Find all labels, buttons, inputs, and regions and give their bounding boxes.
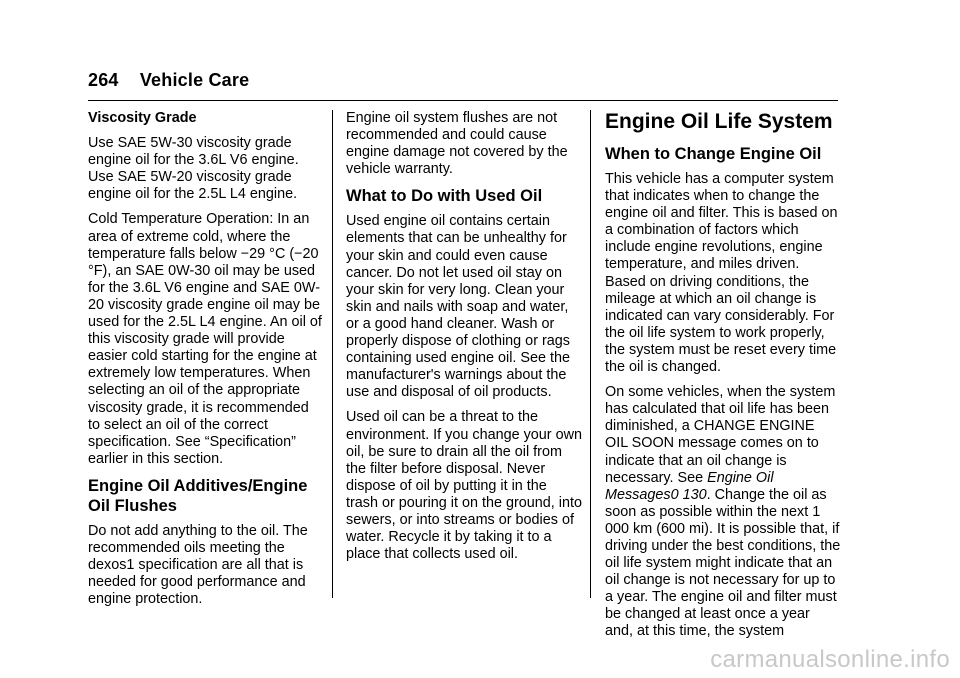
flushes-paragraph: Engine oil system flushes are not recommended and could cause engine damage not covered by the vehicle warranty.	[346, 110, 568, 178]
change-oil-soon-paragraph	[605, 384, 841, 640]
oil-life-paragraph: This vehicle has a computer system that indicates when to change the engine oil and filter. This is based on a combination of factors which include engine revolutions, engine temperature, and miles driven. Based on driving conditions, the mileage at which an oil change is indicated can vary considerably. For the oil life system to work properly, the system must be reset every time the oil is changed.	[605, 171, 838, 376]
header-rule	[88, 100, 838, 101]
column-2	[346, 110, 582, 571]
column-divider-1	[332, 110, 333, 598]
viscosity-grade-heading: Viscosity Grade	[88, 110, 197, 126]
environment-paragraph: Used oil can be a threat to the environment. If you change your own oil, be sure to drain all the oil from the filter before disposal. Never dispose of oil by putting it in the trash or pouring it on the ground, into sewers, or into streams or bodies of water. Recycle it by taking it to a place that collects used oil.	[346, 409, 582, 563]
page-header	[88, 70, 249, 91]
section-title: Vehicle Care	[139, 70, 250, 90]
used-oil-paragraph: Used engine oil contains certain elements that can be unhealthy for your skin and could even cause cancer. Do not let used oil stay on your skin for very long. Clean your skin and nails with soap and water, or a good hand cleaner. Wash or properly dispose of clothing or rags containing used engine oil. See the manufacturer's warnings about the use and disposal of oil products.	[346, 213, 571, 401]
engine-oil-messages-link[interactable]: Engine Oil Messages	[605, 469, 774, 503]
paragraph-text: On some vehicles, when the system has calculated that oil life has been diminished, a CHANGE ENGINE OIL SOON message comes on to indicate that an oil change is necessary. See	[605, 384, 836, 486]
additives-heading: Engine Oil Additives/Engine Oil Flushes	[88, 476, 308, 515]
page-number: 264	[88, 70, 119, 90]
oil-life-system-heading: Engine Oil Life System	[605, 110, 833, 133]
page-reference[interactable]: 0 130	[670, 486, 707, 503]
when-to-change-heading: When to Change Engine Oil	[605, 145, 822, 163]
viscosity-paragraph: Use SAE 5W-30 viscosity grade engine oil for the 3.6L V6 engine. Use SAE 5W-20 viscosity grade engine oil for the 2.5L L4 engine.	[88, 135, 299, 203]
additives-paragraph: Do not add anything to the oil. The recommended oils meeting the dexos1 specification are all that is needed for good performance and engine protection.	[88, 522, 308, 608]
cold-temperature-paragraph: Cold Temperature Operation: In an area of extreme cold, where the temperature falls below −29 °C (−20 °F), an SAE 0W-30 oil may be used for the 3.6L V6 engine and SAE 0W-20 viscosity grade engine oil may be used for the 2.5L L4 engine. An oil of this viscosity grade will provide easier cold starting for the engine at extremely low temperatures. When selecting an oil of the appropriate viscosity grade, it is recommended to select an oil of the correct specification. See “Specification” earlier in this section.	[88, 211, 322, 467]
watermark: carmanualsonline.info	[710, 646, 950, 673]
column-1	[88, 110, 324, 616]
paragraph-text: . Change the oil as soon as possible within the next 1 000 km (600 mi). It is possible that, if driving under the best conditions, the oil life system might indicate that an oil change is not necessary for up to a year. The engine oil and filter must be changed at least once a year and, at this time, the system	[605, 486, 841, 640]
column-3	[605, 110, 841, 649]
used-oil-heading: What to Do with Used Oil	[346, 187, 543, 206]
column-divider-2	[590, 110, 591, 598]
